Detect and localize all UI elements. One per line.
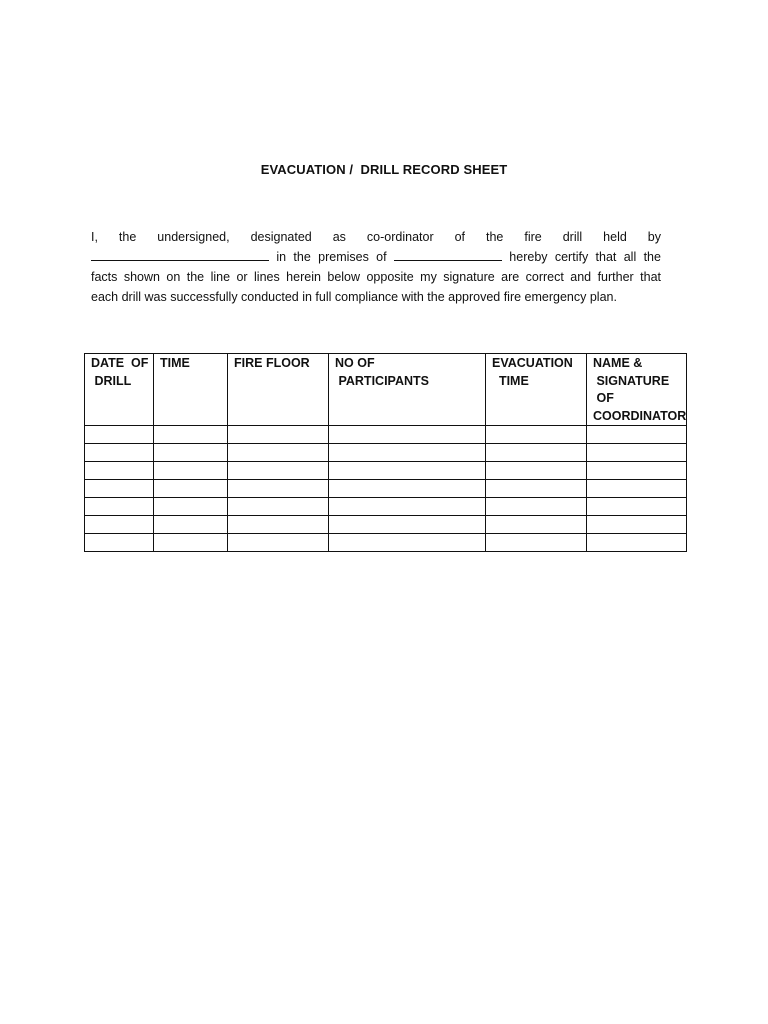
table-row bbox=[85, 462, 687, 480]
table-cell[interactable] bbox=[486, 480, 587, 498]
table-cell[interactable] bbox=[486, 462, 587, 480]
table-cell[interactable] bbox=[486, 534, 587, 552]
table-cell[interactable] bbox=[486, 498, 587, 516]
certification-line-2-text-a: in the premises of bbox=[276, 250, 387, 264]
certification-paragraph bbox=[91, 227, 661, 307]
table-cell[interactable] bbox=[228, 516, 329, 534]
table-cell[interactable] bbox=[329, 534, 486, 552]
table-cell[interactable] bbox=[329, 462, 486, 480]
table-cell[interactable] bbox=[154, 444, 228, 462]
table-cell[interactable] bbox=[85, 534, 154, 552]
table-cell[interactable] bbox=[587, 516, 687, 534]
header-name-signature-coordinator: NAME & SIGNATURE OF COORDINATOR bbox=[587, 354, 687, 426]
header-date-of-drill: DATE OF DRILL bbox=[85, 354, 154, 426]
table-cell[interactable] bbox=[486, 516, 587, 534]
table-cell[interactable] bbox=[228, 462, 329, 480]
blank-line-premises[interactable] bbox=[394, 248, 502, 261]
table-cell[interactable] bbox=[85, 498, 154, 516]
table-row bbox=[85, 426, 687, 444]
table-header-row bbox=[85, 354, 687, 426]
certification-line-2-text-b: hereby certify that all the bbox=[509, 250, 661, 264]
table-body bbox=[85, 426, 687, 552]
table-cell[interactable] bbox=[85, 516, 154, 534]
table-cell[interactable] bbox=[329, 498, 486, 516]
table-cell[interactable] bbox=[587, 534, 687, 552]
table-cell[interactable] bbox=[486, 426, 587, 444]
table-row bbox=[85, 534, 687, 552]
table-cell[interactable] bbox=[329, 480, 486, 498]
table-cell[interactable] bbox=[587, 444, 687, 462]
drill-record-table bbox=[84, 353, 687, 552]
header-no-of-participants: NO OF PARTICIPANTS bbox=[329, 354, 486, 426]
certification-line-1: I, the undersigned, designated as co-ordinator of the fire drill held by bbox=[91, 230, 661, 244]
table-row bbox=[85, 444, 687, 462]
table-cell[interactable] bbox=[228, 444, 329, 462]
table-cell[interactable] bbox=[228, 498, 329, 516]
table-cell[interactable] bbox=[486, 444, 587, 462]
table-cell[interactable] bbox=[228, 480, 329, 498]
table-cell[interactable] bbox=[154, 462, 228, 480]
certification-line-2 bbox=[91, 247, 661, 267]
table-row bbox=[85, 498, 687, 516]
page-title: EVACUATION / DRILL RECORD SHEET bbox=[260, 162, 508, 177]
table-cell[interactable] bbox=[587, 498, 687, 516]
table-row bbox=[85, 480, 687, 498]
blank-line-drill-holder[interactable] bbox=[91, 248, 269, 261]
table-cell[interactable] bbox=[329, 516, 486, 534]
table-cell[interactable] bbox=[228, 534, 329, 552]
certification-line-3: facts shown on the line or lines herein below opposite my signature are correct and further that bbox=[91, 270, 661, 284]
table-cell[interactable] bbox=[85, 444, 154, 462]
header-time: TIME bbox=[154, 354, 228, 426]
header-evacuation-time: EVACUATION TIME bbox=[486, 354, 587, 426]
header-fire-floor: FIRE FLOOR bbox=[228, 354, 329, 426]
table-cell[interactable] bbox=[154, 426, 228, 444]
table-cell[interactable] bbox=[154, 480, 228, 498]
table-cell[interactable] bbox=[329, 444, 486, 462]
table-cell[interactable] bbox=[329, 426, 486, 444]
table-cell[interactable] bbox=[154, 534, 228, 552]
table-cell[interactable] bbox=[154, 498, 228, 516]
certification-line-4: each drill was successfully conducted in full compliance with the approved fire emergency plan. bbox=[91, 290, 617, 304]
table-cell[interactable] bbox=[85, 462, 154, 480]
table-cell[interactable] bbox=[85, 480, 154, 498]
table-cell[interactable] bbox=[228, 426, 329, 444]
table-cell[interactable] bbox=[587, 462, 687, 480]
table-cell[interactable] bbox=[587, 480, 687, 498]
table-cell[interactable] bbox=[154, 516, 228, 534]
table-cell[interactable] bbox=[85, 426, 154, 444]
table-row bbox=[85, 516, 687, 534]
table-cell[interactable] bbox=[587, 426, 687, 444]
